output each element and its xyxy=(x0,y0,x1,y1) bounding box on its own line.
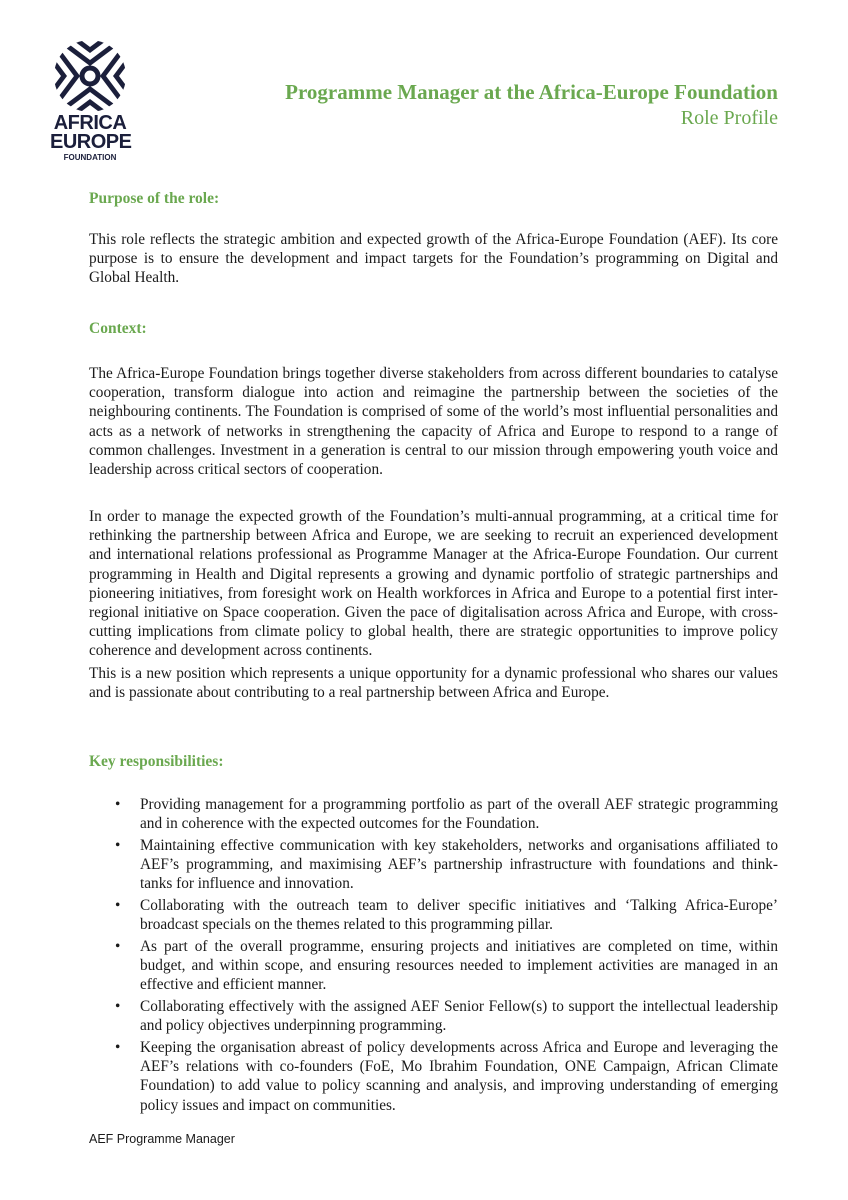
context-paragraph: The Africa-Europe Foundation brings together diverse stakeholders from across different boundaries to catalyse cooperation, transform dialogue into action and reimagine the partnership between the societies of the neighbouring continents. The Foundation is comprised of some of the world’s most influential personalities and acts as a network of networks in strengthening the capacity of Africa and Europe to respond to a range of common challenges. Investment in a generation is central to our mission through empowering youth voice and leadership across critical sectors of cooperation. xyxy=(89,365,778,479)
context-paragraph: This is a new position which represents a unique opportunity for a dynamic professional who shares our values and is passionate about contributing to a real partnership between Africa and Europe. xyxy=(89,665,778,702)
list-item xyxy=(89,997,778,1035)
purpose-heading: Purpose of the role: xyxy=(89,190,220,207)
list-item-text: Providing management for a programming portfolio as part of the overall AEF strategic programming and in coherence with the expected outcomes for the Foundation. xyxy=(140,796,778,833)
bullet-icon: • xyxy=(115,897,121,915)
page-title: Programme Manager at the Africa-Europe Foundation xyxy=(285,80,778,104)
bullet-icon: • xyxy=(115,998,121,1016)
list-item-text: Maintaining effective communication with key stakeholders, networks and organisations affiliated to AEF’s programming, and maximising AEF’s partnership infrastructure with foundations and think-tanks for influence and innovation. xyxy=(140,836,778,893)
list-item-text: Collaborating with the outreach team to deliver specific initiatives and ‘Talking Africa-Europe’ broadcast specials on the themes related to this programming pillar. xyxy=(140,897,778,934)
responsibilities-heading: Key responsibilities: xyxy=(89,753,224,770)
context-paragraph: In order to manage the expected growth of the Foundation’s multi-annual programming, at a critical time for rethinking the partnership between Africa and Europe, we are seeking to recruit an experienced development and international relations professional as Programme Manager at the Africa-Europe Foundation. Our current programming in Health and Digital represents a growing and dynamic portfolio of strategic partnerships and pioneering initiatives, from foresight work on Health workforces in Africa and Europe to a potential first inter-regional initiative on Space cooperation. Given the pace of digitalisation across Africa and Europe, with cross-cutting implications from climate policy to global health, there are strategic opportunities to improve policy coherence and development across continents. xyxy=(89,508,778,660)
purpose-text: This role reflects the strategic ambition and expected growth of the Africa-Europe Foundation (AEF). Its core purpose is to ensure the development and impact targets for the Foundation’s programming on Digital and Global Health. xyxy=(89,231,778,287)
bullet-icon: • xyxy=(115,836,121,854)
page-subtitle: Role Profile xyxy=(680,107,778,129)
bullet-icon: • xyxy=(115,1038,121,1056)
list-item xyxy=(89,836,778,894)
bullet-icon: • xyxy=(115,796,121,813)
logo-line-africa: AFRICA xyxy=(53,112,127,134)
context-heading: Context: xyxy=(89,320,147,337)
list-item xyxy=(89,1038,778,1115)
document-header xyxy=(285,80,778,130)
responsibilities-list xyxy=(89,795,778,1117)
bullet-icon: • xyxy=(115,937,121,955)
aef-logo xyxy=(50,38,130,162)
list-item-text: As part of the overall programme, ensuring projects and initiatives are completed on time, within budget, and within scope, and ensuring resources needed to implement activities are managed in an effective and efficient manner. xyxy=(140,937,778,994)
logo-line-europe: EUROPE xyxy=(50,131,132,153)
list-item xyxy=(89,937,778,995)
logo-line-foundation: FOUNDATION xyxy=(63,153,117,162)
list-item-text: Keeping the organisation abreast of policy developments across Africa and Europe and leveraging the AEF’s relations with co-founders (FoE, Mo Ibrahim Foundation, ONE Campaign, African Climate Foundation) to add value to policy scanning and analysis, and improving understanding of emerging policy issues and impact on communities. xyxy=(140,1038,778,1114)
list-item xyxy=(89,896,778,934)
list-item xyxy=(89,795,778,833)
page-footer: AEF Programme Manager xyxy=(89,1132,235,1146)
list-item-text: Collaborating effectively with the assigned AEF Senior Fellow(s) to support the intellectual leadership and policy objectives underpinning programming. xyxy=(140,998,778,1035)
logo-wordmark xyxy=(50,114,130,162)
logo-emblem-icon xyxy=(52,38,128,114)
